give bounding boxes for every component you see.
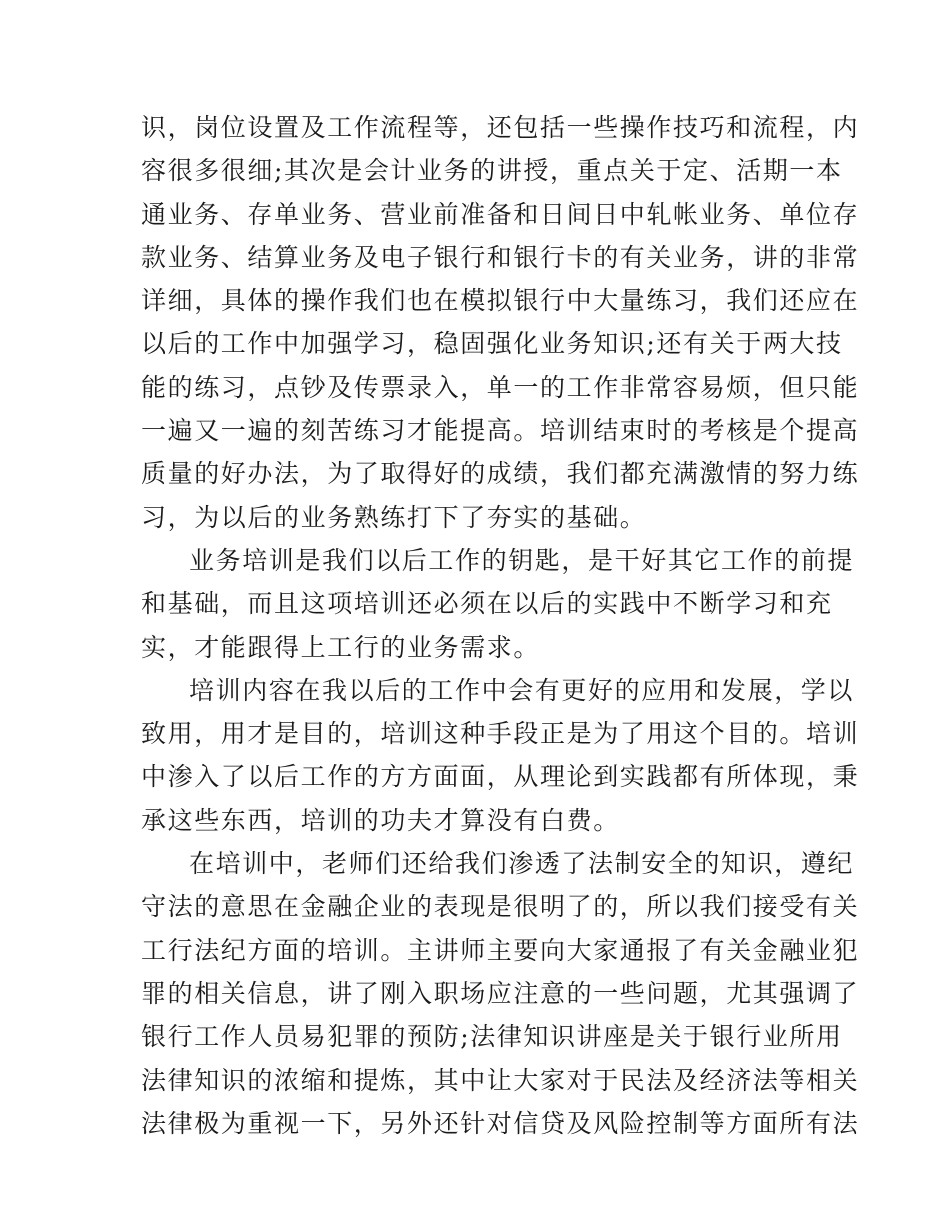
text-line: 识，岗位设置及工作流程等，还包括一些操作技巧和流程，内 [141,113,860,142]
text-line: 银行工作人员易犯罪的预防;法律知识讲座是关于银行业所用 [141,1022,843,1052]
paragraph-first-line: 培训内容在我以后的工作中会有更好的应用和发展，学以 [189,675,855,705]
paragraph-first-line: 在培训中，老师们还给我们渗透了法制安全的知识，遵纪 [189,849,855,879]
text-line: 工行法纪方面的培训。主讲师主要向大家通报了有关金融业犯 [141,935,860,965]
text-line: 守法的意思在金融企业的表现是很明了的，所以我们接受有关 [141,892,860,922]
text-line: 法律极为重视一下，另外还针对信贷及风险控制等方面所有法 [141,1108,860,1138]
text-line: 详细，具体的操作我们也在模拟银行中大量练习，我们还应在 [141,286,860,316]
text-line: 款业务、结算业务及电子银行和银行卡的有关业务，讲的非常 [141,242,860,272]
text-line: 罪的相关信息，讲了刚入职场应注意的一些问题，尤其强调了 [141,978,860,1008]
text-line: 和基础，而且这项培训还必须在以后的实践中不断学习和充 [141,589,833,619]
text-line: 通业务、存单业务、营业前准备和日间日中轧帐业务、单位存 [141,199,860,229]
text-line: 能的练习，点钞及传票录入，单一的工作非常容易烦，但只能 [141,372,860,402]
text-line: 中渗入了以后工作的方方面面，从理论到实践都有所体现，秉 [141,762,860,792]
text-line: 法律知识的浓缩和提炼，其中让大家对于民法及经济法等相关 [141,1065,860,1095]
text-line: 以后的工作中加强学习，稳固强化业务知识;还有关于两大技 [141,329,843,359]
text-line: 习，为以后的业务熟练打下了夯实的基础。 [141,502,647,532]
document-body [141,106,860,1145]
text-line: 实，才能跟得上工行的业务需求。 [141,632,541,662]
text-line: 一遍又一遍的刻苦练习才能提高。培训结束时的考核是个提高 [141,416,860,446]
paragraph-first-line: 业务培训是我们以后工作的钥匙，是干好其它工作的前提 [189,545,855,575]
text-line: 致用，用才是目的，培训这种手段正是为了用这个目的。培训 [141,719,860,749]
text-line: 承这些东西，培训的功夫才算没有白费。 [141,805,620,835]
text-line: 质量的好办法，为了取得好的成绩，我们都充满激情的努力练 [141,459,860,489]
text-line: 容很多很细;其次是会计业务的讲授，重点关于定、活期一本 [141,156,843,186]
